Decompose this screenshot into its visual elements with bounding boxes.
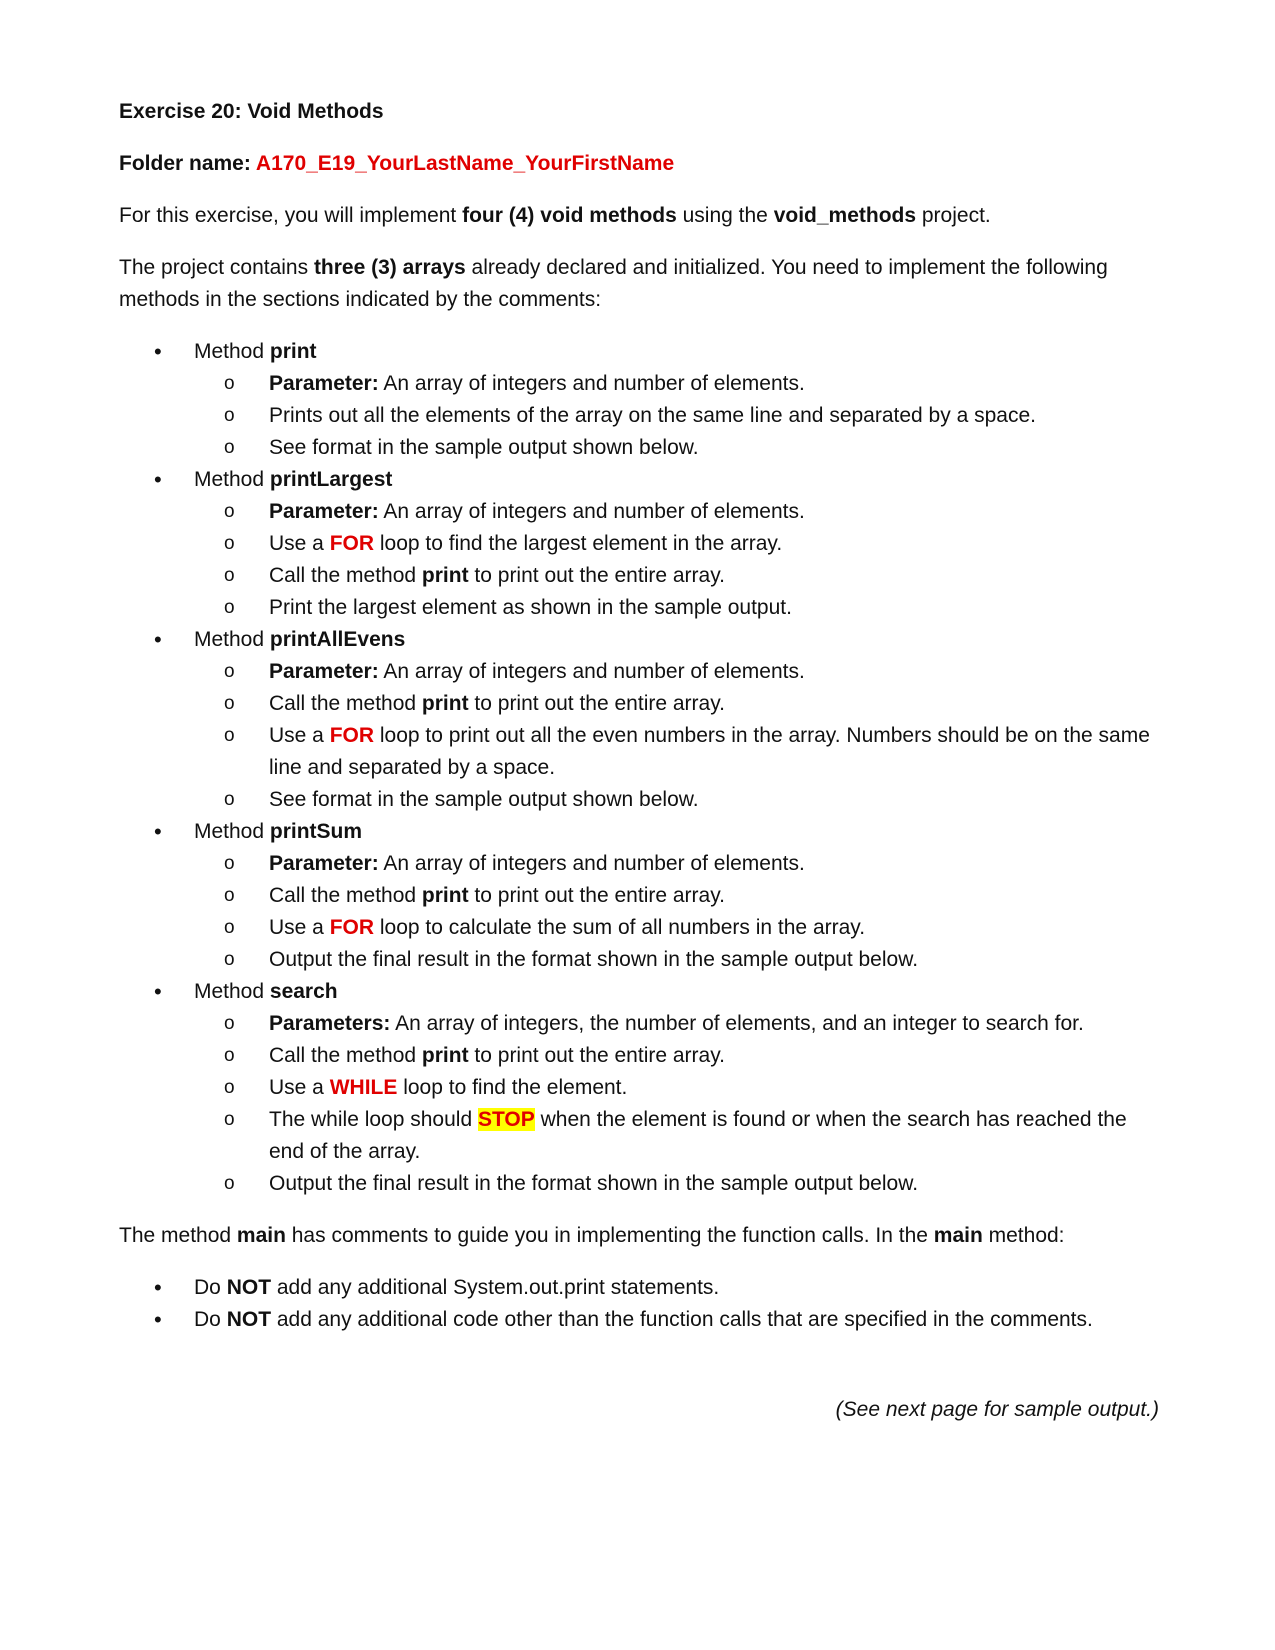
method-item-print: • Method print o Parameter: An array of integers and number of elements. o Prints out all the elements of the array on the same line and separated by a space. o See format in the sample output shown below. [119, 336, 1159, 464]
circle-bullet-icon: o [224, 373, 235, 394]
sub-item: o Print the largest element as shown in the sample output. [194, 592, 1159, 624]
exercise-title: Exercise 20: Void Methods [119, 100, 384, 123]
sub-item: o Use a FOR loop to find the largest element in the array. [194, 528, 1159, 560]
method-name: printSum [269, 820, 363, 843]
method-item-printsum: • Method printSum o Parameter: An array of integers and number of elements. o Call the method print to print out the entire array. o Use a FOR loop to calculate the sum of all numbers in the array. o Output the final result in the format shown in the sample output below. [119, 816, 1159, 976]
rules-list [119, 1272, 1159, 1336]
sub-item: o Call the method print to print out the entire array. [194, 880, 1159, 912]
circle-bullet-icon: o [224, 853, 235, 874]
bullet-icon: • [154, 467, 162, 492]
project-paragraph: The project contains three (3) arrays already declared and initialized. You need to implement the following methods in the sections indicated by the comments: [119, 256, 1108, 311]
folder-value: A170_E19_YourLastName_YourFirstName [255, 152, 675, 175]
main-paragraph: The method main has comments to guide you in implementing the function calls. In the main method: [119, 1224, 1065, 1247]
sub-item: o See format in the sample output shown below. [194, 784, 1159, 816]
method-name: search [269, 980, 338, 1003]
sub-item: o The while loop should STOP when the element is found or when the search has reached the end of the array. [194, 1104, 1159, 1168]
method-name: print [269, 340, 317, 363]
circle-bullet-icon: o [224, 1173, 235, 1194]
sub-item: o Use a FOR loop to print out all the even numbers in the array. Numbers should be on the same line and separated by a space. [194, 720, 1159, 784]
sub-item: o Output the final result in the format shown in the sample output below. [194, 1168, 1159, 1200]
circle-bullet-icon: o [224, 693, 235, 714]
circle-bullet-icon: o [224, 405, 235, 426]
bullet-icon: • [154, 339, 162, 364]
folder-name-line [119, 148, 1159, 180]
sub-list [194, 496, 1159, 624]
sub-item: o Parameters: An array of integers, the number of elements, and an integer to search for. [194, 1008, 1159, 1040]
circle-bullet-icon: o [224, 565, 235, 586]
sub-item: o Parameter: An array of integers and number of elements. [194, 496, 1159, 528]
sub-list [194, 656, 1159, 816]
circle-bullet-icon: o [224, 949, 235, 970]
sub-list [194, 1008, 1159, 1200]
method-name: printAllEvens [269, 628, 406, 651]
circle-bullet-icon: o [224, 789, 235, 810]
circle-bullet-icon: o [224, 1077, 235, 1098]
bullet-icon: • [154, 1307, 162, 1332]
sub-item: o Prints out all the elements of the array on the same line and separated by a space. [194, 400, 1159, 432]
method-item-search: • Method search o Parameters: An array of integers, the number of elements, and an integer to search for. o Call the method print to print out the entire array. o Use a WHILE loop to find the element. o The while loop should STOP when the element is found or when the search has reached the end of the array. o Output the final result in the format shown in the sample output below. [119, 976, 1159, 1200]
sub-item: o Parameter: An array of integers and number of elements. [194, 656, 1159, 688]
method-item-printallevens: • Method printAllEvens o Parameter: An array of integers and number of elements. o Call the method print to print out the entire array. o Use a FOR loop to print out all the even numbers in the array. Numbers should be on the same line and separated by a space. o See format in the sample output shown below. [119, 624, 1159, 816]
circle-bullet-icon: o [224, 1013, 235, 1034]
rule-item: • Do NOT add any additional code other than the function calls that are specified in the comments. [119, 1304, 1159, 1336]
bullet-icon: • [154, 979, 162, 1004]
rule-item: • Do NOT add any additional System.out.print statements. [119, 1272, 1159, 1304]
sub-item: o Use a FOR loop to calculate the sum of all numbers in the array. [194, 912, 1159, 944]
sub-item: o Use a WHILE loop to find the element. [194, 1072, 1159, 1104]
circle-bullet-icon: o [224, 597, 235, 618]
method-name: printLargest [269, 468, 393, 491]
circle-bullet-icon: o [224, 1045, 235, 1066]
intro-paragraph: For this exercise, you will implement four (4) void methods using the void_methods project. [119, 204, 991, 227]
sub-item: o Call the method print to print out the entire array. [194, 688, 1159, 720]
circle-bullet-icon: o [224, 725, 235, 746]
bullet-icon: • [154, 1275, 162, 1300]
circle-bullet-icon: o [224, 533, 235, 554]
circle-bullet-icon: o [224, 437, 235, 458]
sub-list [194, 848, 1159, 976]
sub-item: o Parameter: An array of integers and number of elements. [194, 368, 1159, 400]
sub-item: o Parameter: An array of integers and number of elements. [194, 848, 1159, 880]
circle-bullet-icon: o [224, 661, 235, 682]
folder-label: Folder name: [119, 152, 256, 175]
stop-highlight: STOP [477, 1108, 535, 1131]
bullet-icon: • [154, 627, 162, 652]
document-page [119, 96, 1159, 1426]
circle-bullet-icon: o [224, 1109, 235, 1130]
sub-item: o Call the method print to print out the entire array. [194, 560, 1159, 592]
bullet-icon: • [154, 819, 162, 844]
sub-list [194, 368, 1159, 464]
sub-item: o Call the method print to print out the entire array. [194, 1040, 1159, 1072]
circle-bullet-icon: o [224, 501, 235, 522]
method-item-printlargest: • Method printLargest o Parameter: An array of integers and number of elements. o Use a FOR loop to find the largest element in the array. o Call the method print to print out the entire array. o Print the largest element as shown in the sample output. [119, 464, 1159, 624]
circle-bullet-icon: o [224, 885, 235, 906]
sub-item: o See format in the sample output shown below. [194, 432, 1159, 464]
methods-list [119, 336, 1159, 1200]
sub-item: o Output the final result in the format shown in the sample output below. [194, 944, 1159, 976]
circle-bullet-icon: o [224, 917, 235, 938]
see-next-page-note: (See next page for sample output.) [835, 1398, 1159, 1421]
